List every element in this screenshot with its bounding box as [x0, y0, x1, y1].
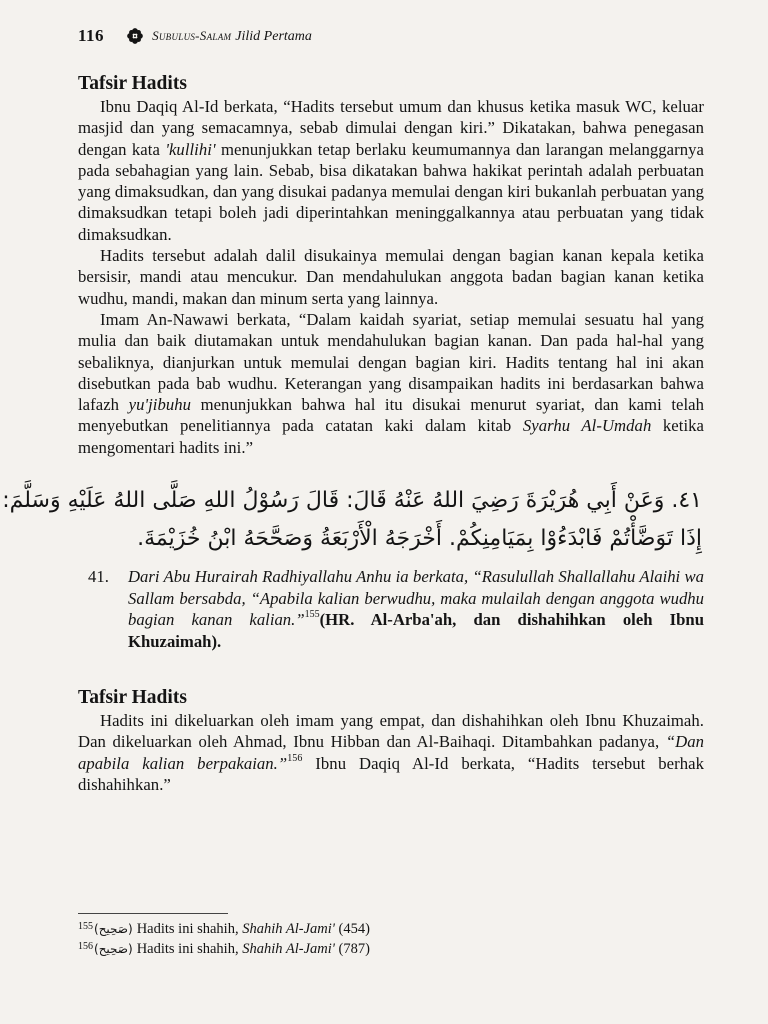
footnote-text — [137, 940, 370, 959]
text-run: Hadits ini dikeluarkan oleh imam yang empat, dan dishahihkan oleh Ibnu Khuzaimah. Dan dikeluarkan oleh Ahmad, Ibnu Hibban dan Al-Baihaqi. Ditambahkan padanya, — [78, 711, 704, 752]
paragraph — [78, 309, 704, 458]
italic-book-title: Syarhu Al-Umdah — [522, 416, 652, 436]
hadith-number: 41. — [88, 567, 109, 587]
volume-label: Jilid Pertama — [235, 28, 312, 44]
flower-ornament-icon — [126, 27, 144, 45]
arabic-line: ٤١. وَعَنْ أَبِي هُرَيْرَةَ رَضِيَ اللهُ عَنْهُ قَالَ: قَالَ رَسُوْلُ اللهِ صَلَّى اللهُ عَلَيْهِ وَسَلَّمَ: — [2, 488, 702, 514]
text-run: menunjukkan bahwa hal itu disukai menurut syariat, dan kami telah menyebutkan penelitiannya pada catatan kaki dalam kitab — [78, 395, 704, 436]
running-header — [78, 22, 704, 50]
paragraph: Hadits tersebut adalah dalil disukainya memulai dengan bagian kanan kepala ketika bersisir, mandi atau mencukur. Dan mendahulukan anggota badan bagian kanan ketika wudhu, mandi, makan dan minum serta yang lainnya. — [78, 246, 704, 308]
hadith-translation-text: Dari Abu Hurairah Radhiyallahu Anhu ia berkata, “Rasulullah Shallallahu Alaihi wa Sallam bersabda, “Apabila kalian berwudhu, maka mulailah dengan anggota wudhu bagian kanan kalian.” — [128, 567, 704, 630]
footnote-book-title: Shahih Al-Jami' — [242, 941, 335, 957]
footnote — [78, 940, 704, 960]
text-run: Hadits ini shahih, — [136, 941, 243, 957]
section-heading: Tafsir Hadits — [78, 73, 187, 94]
page-number: 116 — [78, 26, 105, 45]
text-run: ketika mengomentari hadits ini.” — [78, 416, 704, 457]
arabic-hadith-text — [2, 482, 704, 558]
arabic-line: إِذَا تَوَضَّأْتُمْ فَابْدَءُوْا بِمَيَامِنِكُمْ. أَخْرَجَهُ الْأَرْبَعَةُ وَصَحَّحَهُ ابْنُ خُزَيْمَةَ. — [137, 526, 702, 552]
paragraph — [78, 710, 704, 795]
footnote — [78, 920, 704, 940]
text-run: (454) — [334, 921, 370, 937]
footnote-book-title: Shahih Al-Jami' — [242, 921, 335, 937]
hadith-translation — [78, 566, 704, 652]
hadith-body — [128, 566, 704, 652]
section-heading: Tafsir Hadits — [78, 687, 187, 709]
footnote-arabic-tag: (صَحِيح) — [94, 942, 133, 956]
italic-quote: “Dan apabila kalian berpakaian.” — [78, 732, 704, 773]
footnote-ref: 155 — [304, 609, 320, 621]
running-title — [152, 28, 312, 45]
text-run: Ibnu Daqiq Al-Id berkata, “Hadits tersebut berhak dishahihkan.” — [78, 753, 704, 794]
text-run: Hadits ini shahih, — [136, 921, 243, 937]
page-body — [2, 22, 704, 795]
footnote-arabic-tag: (صَحِيح) — [94, 922, 133, 936]
footnote-text — [137, 920, 370, 939]
text-run: Ibnu Daqiq Al-Id berkata, “Hadits tersebut umum dan khusus ketika masuk WC, keluar masjid dan yang semacamnya, sebab dimulai dengan kiri.” Dikatakan, bahwa penegasan dengan kata — [78, 97, 704, 159]
book-title: Subulus-Salam — [152, 27, 232, 43]
hadith-source: (HR. Al-Arba'ah, dan dishahihkan oleh Ibnu Khuzaimah). — [128, 610, 704, 651]
footnote-ref: 156 — [287, 753, 303, 765]
footnote-number: 156 — [78, 941, 93, 952]
italic-term: yu'jibuhu — [128, 395, 192, 415]
footnote-divider — [78, 913, 228, 914]
italic-term: 'kullihi' — [165, 139, 216, 159]
footnotes — [78, 913, 704, 960]
text-run: menunjukkan tetap berlaku keumumannya dan larangan melanggarnya pada sebahagian yang lain. Sebab, bisa dikatakan bahwa hakikat perintah adalah perbuatan yang dimaksudkan, dan yang disukai padanya memulai dengan kiri bukanlah perbuatan yang dimaksudkan tetapi boleh jadi diperintahkan meninggalkannya atau perbuatan yang tidak dimaksudkan. — [78, 139, 704, 244]
paragraph — [78, 96, 704, 245]
text-run: (787) — [334, 941, 370, 957]
footnote-number: 155 — [78, 921, 93, 932]
text-run: Imam An-Nawawi berkata, “Dalam kaidah syariat, setiap memulai sesuatu hal yang mulia dan baik diutamakan untuk mendahulukan bagian kanan. Dan pada hal-hal yang sebaliknya, dianjurkan untuk memulai dengan bagian kiri. Hadits tentang hal ini akan disebutkan pada bab wudhu. Keterangan yang disampaikan hadits ini berdasarkan bahwa lafazh — [78, 309, 704, 415]
